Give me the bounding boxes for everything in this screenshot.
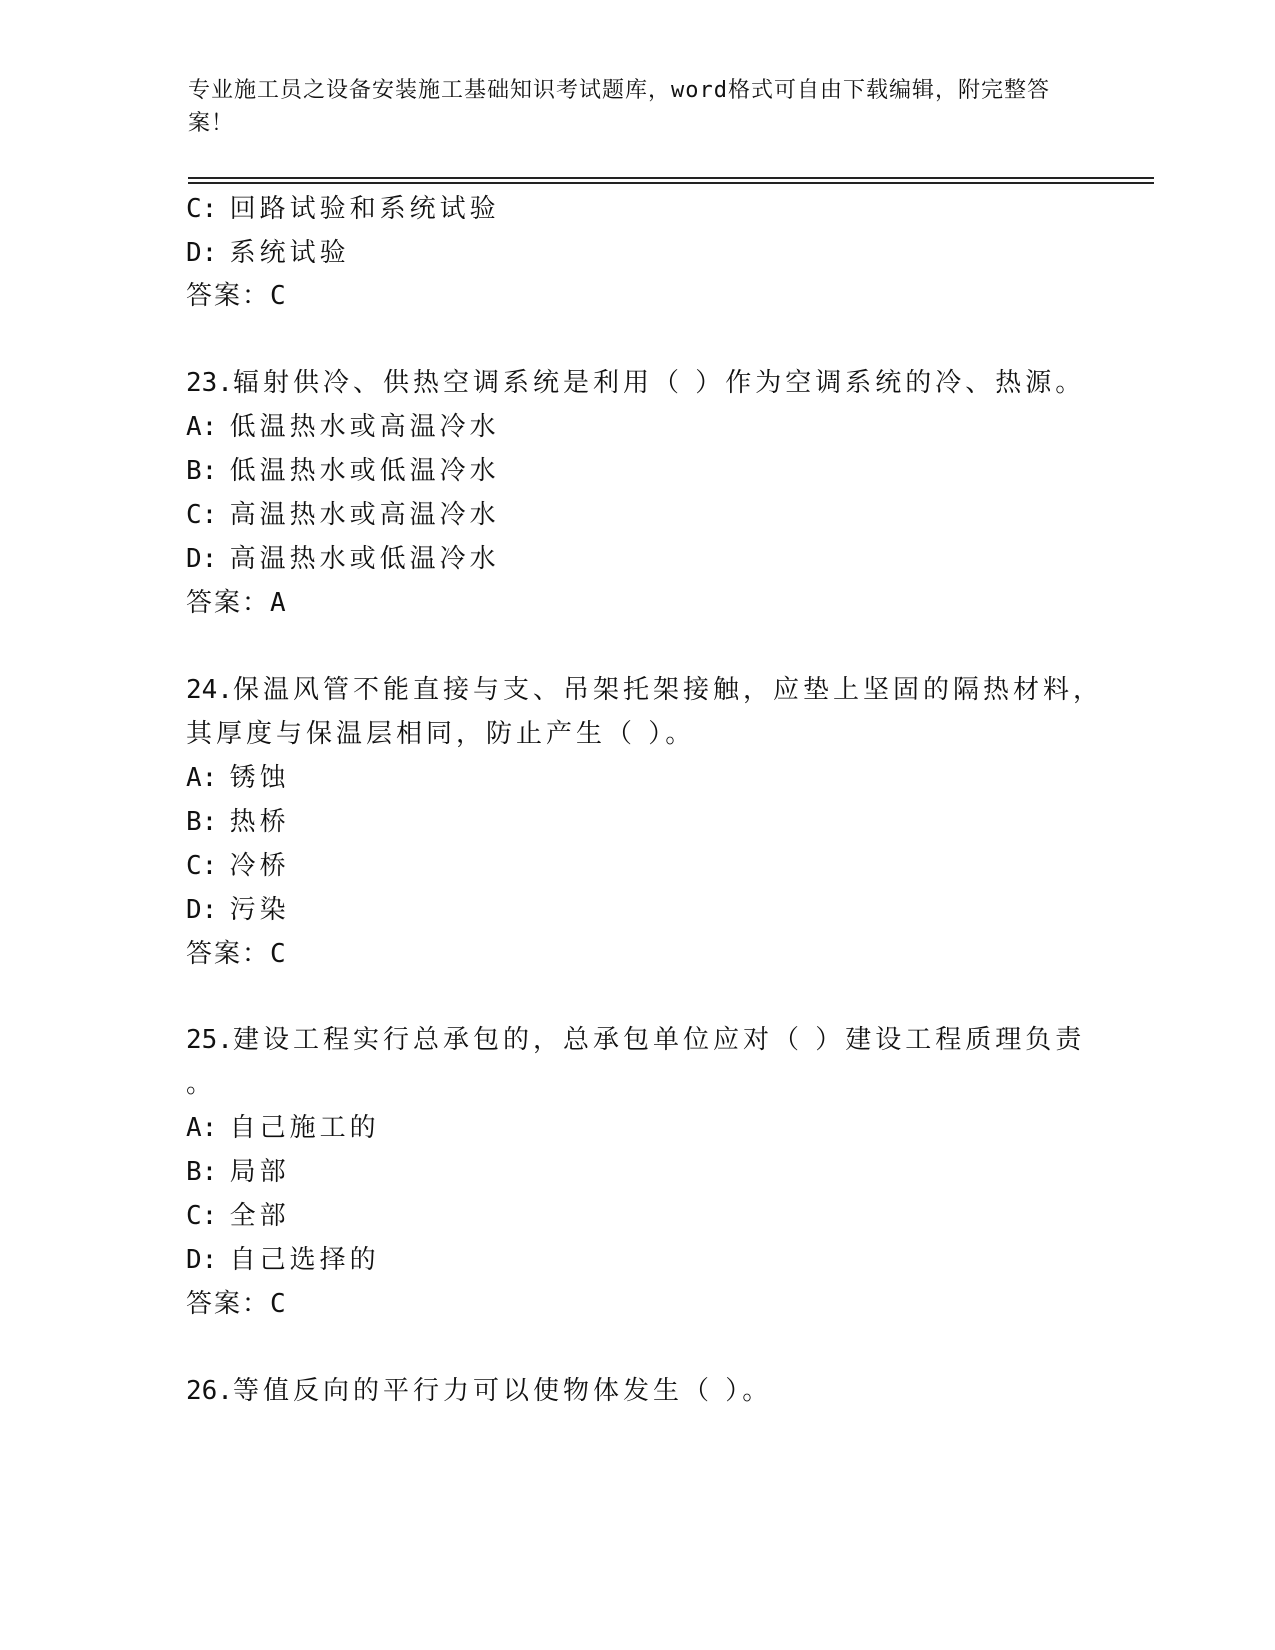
option-text: 污染 [229,895,290,925]
answer-line [186,280,288,312]
option-text: 自己选择的 [229,1245,380,1275]
answer-value: C [270,939,288,969]
option-label: B: [186,807,218,837]
option-label: C: [186,194,218,224]
question-25-answer [186,1288,288,1320]
header-divider-top [188,177,1154,179]
option-text: 高温热水或高温冷水 [229,500,500,530]
option-text: 系统试验 [229,238,350,268]
question-23-option-c [186,499,500,531]
question-text: 保温风管不能直接与支、吊架托架接触，应垫上坚固的隔热材料， [232,675,1103,705]
option-label: D: [186,544,218,574]
question-number: 23. [186,368,233,398]
question-25-stem-line-1 [186,1024,1085,1056]
header-divider-bottom [188,182,1154,184]
question-23-option-d [186,543,500,575]
option-label: D: [186,895,218,925]
question-25-option-c [186,1200,290,1232]
question-text: 辐射供冷、供热空调系统是利用（ ）作为空调系统的冷、热源。 [232,368,1086,398]
question-24-option-d [186,894,290,926]
answer-value: C [270,1289,288,1319]
question-26-stem [186,1375,772,1407]
question-number: 25. [186,1025,233,1055]
question-24-option-b [186,806,290,838]
option-label: C: [186,851,218,881]
option-text: 低温热水或低温冷水 [229,456,500,486]
question-text: 其厚度与保温层相同，防止产生（ ）。 [186,719,696,749]
answer-label: 答案： [186,281,271,311]
question-23-option-b [186,455,500,487]
answer-label: 答案： [186,1289,271,1319]
option-c [186,193,500,225]
answer-label: 答案： [186,939,271,969]
option-label: B: [186,1157,218,1187]
option-label: B: [186,456,218,486]
document-header: 专业施工员之设备安装施工基础知识考试题库，word格式可自由下载编辑，附完整答案！ [188,78,1050,136]
option-text: 回路试验和系统试验 [229,194,500,224]
question-number: 24. [186,675,233,705]
option-text: 冷桥 [229,851,290,881]
question-25-option-d [186,1244,380,1276]
question-25-stem-line-2 [186,1068,216,1100]
question-25-option-b [186,1156,290,1188]
question-24-answer [186,938,288,970]
answer-value: A [270,588,288,618]
question-24-stem-line-1 [186,674,1103,706]
option-label: A: [186,412,218,442]
question-23-option-a [186,411,500,443]
question-24-stem-line-2 [186,718,695,750]
question-number: 26. [186,1376,233,1406]
answer-value: C [270,281,288,311]
answer-label: 答案： [186,588,271,618]
option-text: 锈蚀 [229,763,290,793]
option-label: A: [186,763,218,793]
question-24-option-a [186,762,290,794]
option-text: 全部 [229,1201,290,1231]
question-text: 建设工程实行总承包的，总承包单位应对（ ）建设工程质理负责 [232,1025,1086,1055]
question-24-option-c [186,850,290,882]
question-25-option-a [186,1112,380,1144]
option-label: C: [186,500,218,530]
option-text: 高温热水或低温冷水 [229,544,500,574]
question-23-answer [186,587,288,619]
option-text: 自己施工的 [229,1113,380,1143]
question-text: 。 [186,1069,217,1099]
option-d [186,237,350,269]
option-label: C: [186,1201,218,1231]
option-label: D: [186,1245,218,1275]
question-23-stem [186,367,1085,399]
option-label: A: [186,1113,218,1143]
option-text: 热桥 [229,807,290,837]
option-text: 低温热水或高温冷水 [229,412,500,442]
option-text: 局部 [229,1157,290,1187]
option-label: D: [186,238,218,268]
question-text: 等值反向的平行力可以使物体发生（ ）。 [232,1376,773,1406]
